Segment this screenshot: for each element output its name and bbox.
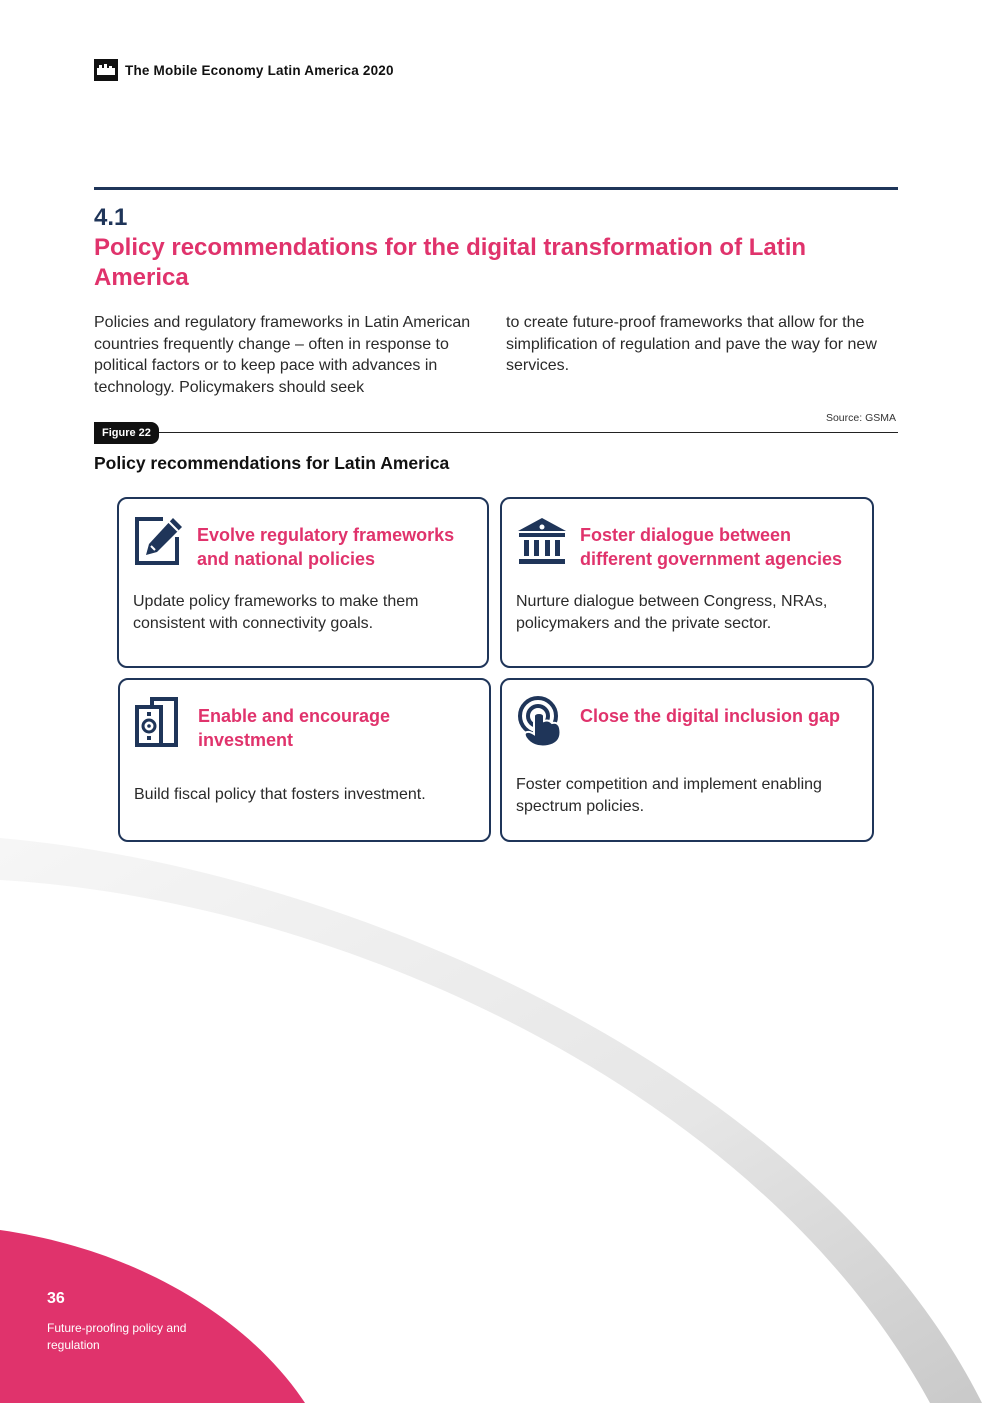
- section-title: Policy recommendations for the digital transformation of Latin America: [94, 234, 807, 291]
- figure-tag: Figure 22: [94, 422, 159, 444]
- document-title: The Mobile Economy Latin America 2020: [125, 62, 394, 78]
- card-title: Foster dialogue between different government agencies: [580, 525, 843, 569]
- figure-title: Policy recommendations for Latin America: [94, 453, 450, 473]
- intro-paragraph-col2: to create future-proof frameworks that allow for the simplification of regulation and pave the way for new services.: [506, 314, 877, 374]
- gsma-logo-icon: [94, 59, 118, 81]
- card-title: Evolve regulatory frameworks and national policies: [197, 525, 455, 569]
- section-number: 4.1: [94, 204, 128, 231]
- card-evolve-frameworks: [117, 497, 489, 668]
- money-bills-icon: [134, 696, 186, 748]
- footer-section-label: Future-proofing policy and regulation: [47, 1321, 187, 1352]
- pencil-edit-icon: [133, 515, 185, 567]
- figure-rule: [94, 432, 898, 433]
- card-description: Update policy frameworks to make them consistent with connectivity goals.: [133, 593, 419, 632]
- document-header: [94, 58, 394, 82]
- card-digital-inclusion: [500, 678, 874, 842]
- card-title: Enable and encourage investment: [198, 706, 391, 750]
- intro-paragraph-col1: Policies and regulatory frameworks in Latin American countries frequently change – often in response to political factors or to keep pace with advances in technology. Policymakers should seek: [94, 314, 471, 396]
- card-foster-dialogue: [500, 497, 874, 668]
- card-description: Build fiscal policy that fosters investment.: [134, 786, 426, 803]
- touch-hand-icon: [516, 696, 568, 748]
- card-enable-investment: [118, 678, 491, 842]
- card-description: Nurture dialogue between Congress, NRAs, policymakers and the private sector.: [516, 593, 828, 632]
- page-number: 36: [47, 1290, 65, 1307]
- figure-source: Source: GSMA: [825, 412, 896, 424]
- section-divider: [94, 187, 898, 190]
- card-description: Foster competition and implement enabling spectrum policies.: [516, 776, 822, 815]
- government-building-icon: [516, 515, 568, 567]
- card-title: Close the digital inclusion gap: [580, 706, 841, 726]
